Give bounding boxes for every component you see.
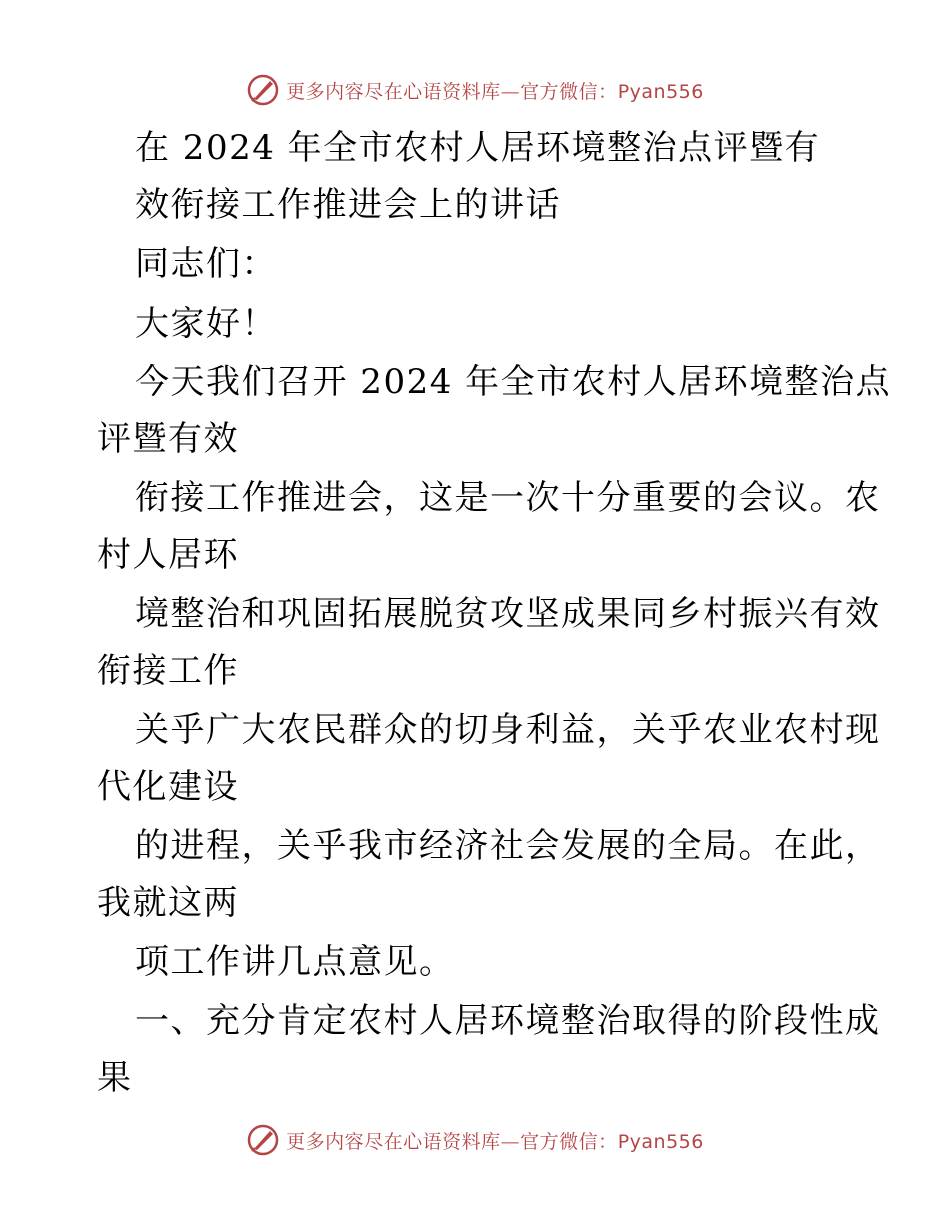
paragraph-line: 衔接工作推进会，这是一次十分重要的会议。农 <box>135 478 881 518</box>
paragraph-line: 村人居环 <box>97 535 239 575</box>
paragraph-line: 境整治和巩固拓展脱贫攻坚成果同乡村振兴有效 <box>135 594 881 634</box>
document-title-line-2: 效衔接工作推进会上的讲话 <box>135 185 561 225</box>
quill-logo-icon <box>246 1123 280 1157</box>
watermark-wechat-id: Pyan556 <box>617 80 704 103</box>
section-heading: 一、充分肯定农村人居环境整治取得的阶段性成 <box>135 1001 881 1041</box>
paragraph-line: 评暨有效 <box>97 419 239 459</box>
greeting: 大家好！ <box>135 304 277 344</box>
quill-logo-icon <box>246 73 280 107</box>
paragraph-line: 我就这两 <box>97 883 239 923</box>
watermark-wechat-id: Pyan556 <box>617 1130 704 1153</box>
watermark-brand: 更多内容尽在心语资料库 <box>286 80 501 103</box>
watermark-text <box>286 1127 704 1154</box>
paragraph-line: 关乎广大农民群众的切身利益，关乎农业农村现 <box>135 710 881 750</box>
paragraph-line: 衔接工作 <box>97 651 239 691</box>
watermark-text <box>286 77 704 104</box>
watermark-separator: — <box>500 80 521 103</box>
watermark-official: 官方微信： <box>520 80 618 103</box>
document-title-line-1: 在 2024 年全市农村人居环境整治点评暨有 <box>135 128 821 168</box>
salutation: 同志们： <box>135 244 277 284</box>
watermark-banner-bottom <box>0 1120 950 1160</box>
paragraph-line: 今天我们召开 2024 年全市农村人居环境整治点 <box>135 362 892 402</box>
watermark-separator: — <box>500 1130 521 1153</box>
watermark-official: 官方微信： <box>520 1130 618 1153</box>
watermark-brand: 更多内容尽在心语资料库 <box>286 1130 501 1153</box>
watermark-banner-top <box>0 70 950 110</box>
paragraph-line: 代化建设 <box>97 767 239 807</box>
paragraph-line: 的进程，关乎我市经济社会发展的全局。在此， <box>135 826 881 866</box>
section-heading-continued: 果 <box>97 1058 133 1098</box>
paragraph-line: 项工作讲几点意见。 <box>135 942 455 982</box>
